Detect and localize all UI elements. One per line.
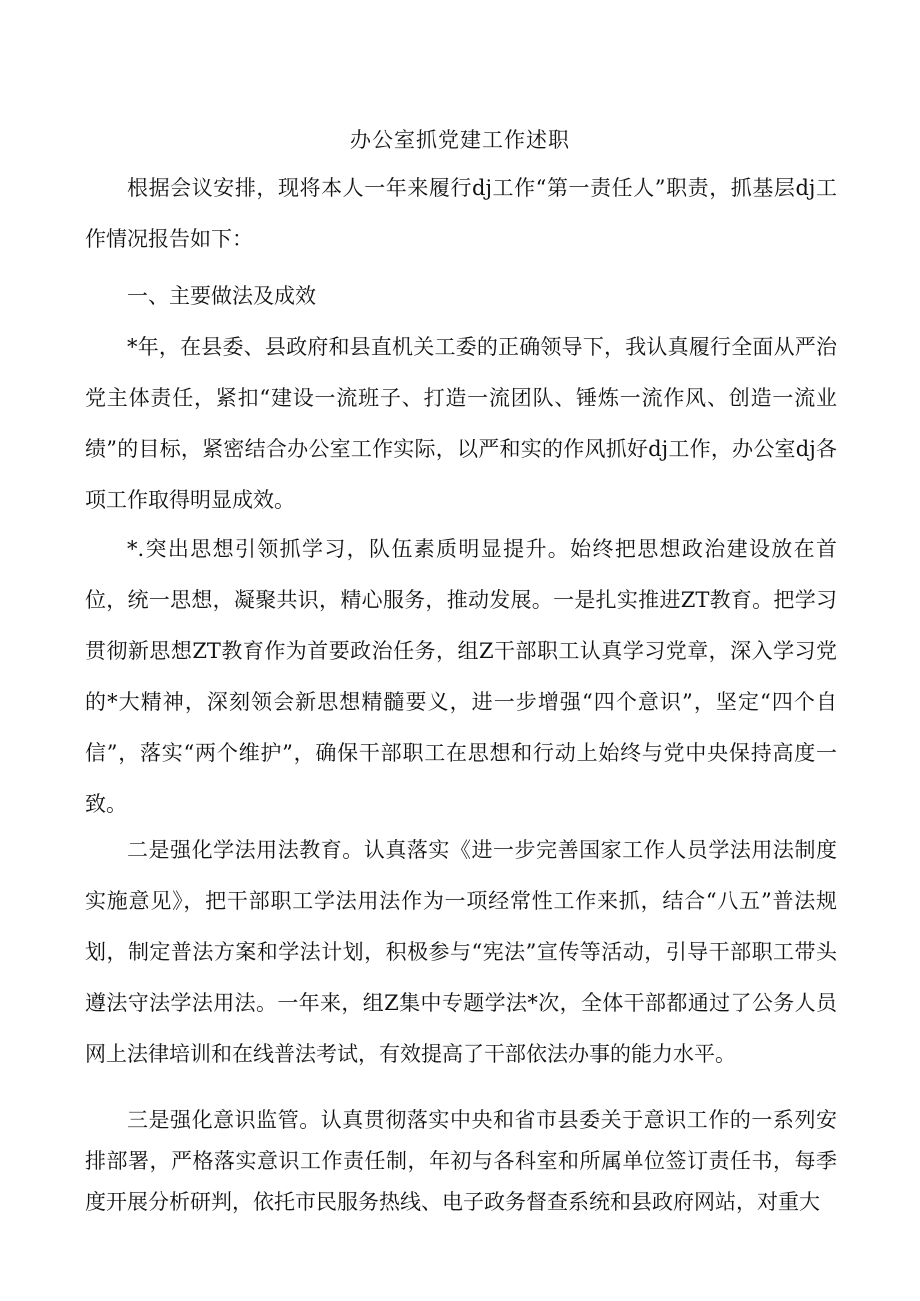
- paragraph-overview: *年，在县委、县政府和县直机关工委的正确领导下，我认真履行全面从严治党主体责任，紧扣“建设一流班子、打造一流团队、锤炼一流作风、创造一流业绩”的目标，紧密结合办公室工作实际，以严和实的作风抓好dj工作，办公室dj各项工作取得明显成效。: [85, 335, 837, 512]
- paragraph-intro: 根据会议安排，现将本人一年来履行dj工作“第一责任人”职责，抓基层dj工作情况报告如下：: [85, 176, 837, 251]
- paragraph-item-1: *.突出思想引领抓学习，队伍素质明显提升。始终把思想政治建设放在首位，统一思想，凝聚共识，精心服务，推动发展。一是扎实推进ZT教育。把学习贯彻新思想ZT教育作为首要政治任务，组Z干部职工认真学习党章，深入学习党的*大精神，深刻领会新思想精髓要义，进一步增强“四个意识”，坚定“四个自信”，落实“两个维护”，确保干部职工在思想和行动上始终与党中央保持高度一致。: [85, 537, 837, 816]
- paragraph-item-2: 二是强化学法用法教育。认真落实《进一步完善国家工作人员学法用法制度实施意见》，把干部职工学法用法作为一项经常性工作来抓，结合“八五”普法规划，制定普法方案和学法计划，积极参与“宪法”宣传等活动，引导干部职工带头遵法守法学法用法。一年来，组Z集中专题学法*次，全体干部都通过了公务人员网上法律培训和在线普法考试，有效提高了干部依法办事的能力水平。: [85, 838, 837, 1066]
- paragraph-item-3: 三是强化意识监管。认真贯彻落实中央和省市县委关于意识工作的一系列安排部署，严格落实意识工作责任制，年初与各科室和所属单位签订责任书，每季度开展分析研判，依托市民服务热线、电子政务督查系统和县政府网站，对重大: [85, 1108, 837, 1214]
- document-title: 办公室抓党建工作述职: [350, 128, 570, 152]
- section-heading: 一、主要做法及成效: [127, 284, 316, 308]
